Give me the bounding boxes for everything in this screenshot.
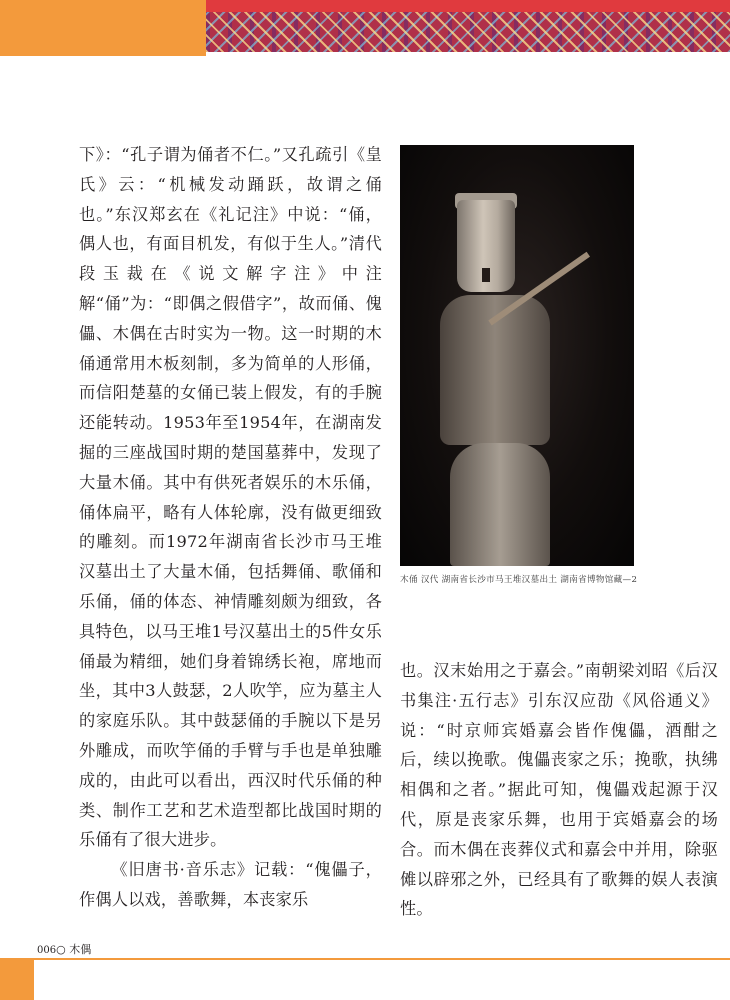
wooden-figurine-photo bbox=[400, 145, 634, 566]
footer-orange-block bbox=[0, 960, 34, 1000]
figurine-base bbox=[450, 443, 550, 566]
header-orange-block bbox=[0, 0, 206, 56]
page-folio bbox=[37, 941, 91, 957]
folio-separator: ○ bbox=[56, 943, 66, 956]
body-paragraph: 《旧唐书·音乐志》记载：“傀儡子，作偶人以戏，善歌舞，本丧家乐 bbox=[79, 860, 382, 909]
page-number: 006 bbox=[37, 945, 57, 956]
body-paragraph: 下》：“孔子谓为俑者不仁。”又孔疏引《皇氏》云：“机械发动踊跃，故谓之俑也。”东汉郑玄在《礼记注》中说：“俑，偶人也，有面目机发，有似于生人。”清代段玉裁在《说文解字注》中注解“俑”为：“即偶之假借字”，故而俑、傀儡、木偶在古时实为一物。这一时期的木俑通常用木板刻制，多为简单的人形俑，而信阳楚墓的女俑已装上假发，有的手腕还能转动。1953年至1954年，在湖南发掘的三座战国时期的楚国墓葬中，发现了大量木俑。其中有供死者娱乐的木乐俑，俑体扁平，略有人体轮廓，没有做更细致的雕刻。而1972年湖南省长沙市马王堆汉墓出土了大量木俑，包括舞俑、歌俑和乐俑，俑的体态、神情雕刻颇为细致，各具特色，以马王堆1号汉墓出土的5件女乐俑最为精细，她们身着锦绣长袍，席地而坐，其中3人鼓瑟，2人吹竽，应为墓主人的家庭乐队。其中鼓瑟俑的手腕以下是另外雕成，而吹竽俑的手臂与手也是单独雕成的，由此可以看出，西汉时代乐俑的种类、制作工艺和艺术造型都比战国时期的乐俑有了很大进步。 bbox=[79, 145, 382, 850]
body-paragraph: 也。汉末始用之于嘉会。”南朝梁刘昭《后汉书集注·五行志》引东汉应劭《风俗通义》说：“时京师宾婚嘉会皆作傀儡，酒酣之后，续以挽歌。傀儡丧家之乐；挽歌，执绋相偶和之者。”据此可知，傀儡戏起源于汉代，原是丧家乐舞，也用于宾婚嘉会的场合。而木偶在丧葬仪式和嘉会中并用，除驱傩以辟邪之外，已经具有了歌舞的娱人表演性。 bbox=[400, 661, 718, 919]
header-ethnic-pattern bbox=[206, 12, 730, 52]
header-red-strip bbox=[206, 0, 730, 12]
right-text-column bbox=[400, 656, 718, 924]
header-decorative-band bbox=[206, 0, 730, 52]
left-text-column bbox=[79, 140, 382, 915]
footer-rule bbox=[0, 958, 730, 960]
photo-caption: 木俑 汉代 湖南省长沙市马王堆汉墓出土 湖南省博物馆藏—2 bbox=[400, 575, 638, 585]
figurine-nose bbox=[482, 268, 490, 282]
book-title: 木偶 bbox=[69, 943, 92, 956]
